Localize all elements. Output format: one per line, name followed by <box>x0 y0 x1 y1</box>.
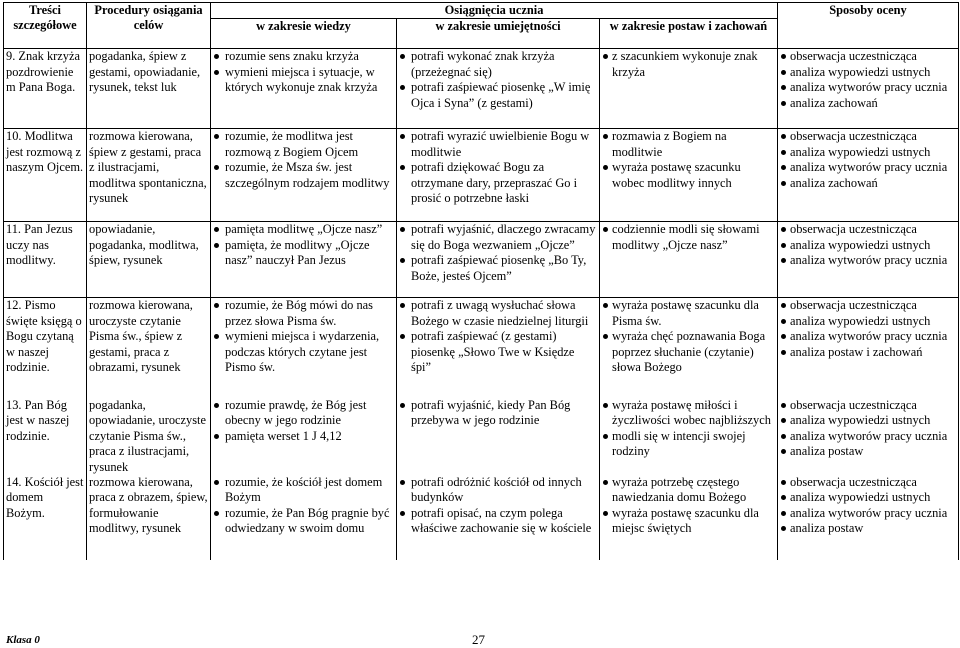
list-item: wymieni miejsca i wydarzenia, podczas których czytane jest Pismo św. <box>213 329 394 375</box>
list-item: obserwacja uczestnicząca <box>780 222 956 237</box>
curriculum-table <box>3 2 959 560</box>
cell-tresci: 10. Modlitwa jest rozmową z naszym Ojcem. <box>4 129 87 222</box>
list-item: potrafi wyjaśnić, dlaczego zwracamy się do Boga wezwaniem „Ojcze” <box>399 222 597 253</box>
cell-procedury: rozmowa kierowana, śpiew z gestami, praca z ilustracjami, modlitwa spontaniczna, rysunek <box>87 129 211 222</box>
list-item: potrafi odróżnić kościół od innych budynków <box>399 475 597 506</box>
cell-tresci: 13. Pan Bóg jest w naszej rodzinie. <box>4 398 87 475</box>
cell-procedury: rozmowa kierowana, praca z obrazem, śpiew, formułowanie modlitwy, rysunek <box>87 475 211 560</box>
cell-sposoby-list <box>780 475 956 537</box>
cell-umiejetnosci-list <box>399 222 597 284</box>
list-item: analiza wytworów pracy ucznia <box>780 80 956 95</box>
footer-class-label: Klasa 0 <box>6 634 40 646</box>
list-item: rozmawia z Bogiem na modlitwie <box>602 129 775 160</box>
cell-sposoby-list <box>780 298 956 360</box>
cell-postawy-list <box>602 398 775 460</box>
cell-wiedza-list <box>213 129 394 191</box>
list-item: rozumie, że Msza św. jest szczególnym rodzajem modlitwy <box>213 160 394 191</box>
list-item: potrafi wyjaśnić, kiedy Pan Bóg przebywa w jego rodzinie <box>399 398 597 429</box>
header-wiedza: w zakresie wiedzy <box>211 19 397 49</box>
list-item: obserwacja uczestnicząca <box>780 298 956 313</box>
list-item: wyraża chęć poznawania Boga poprzez słuchanie (czytanie) słowa Bożego <box>602 329 775 375</box>
list-item: analiza wypowiedzi ustnych <box>780 490 956 505</box>
list-item: rozumie prawdę, że Bóg jest obecny w jego rodzinie <box>213 398 394 429</box>
list-item: analiza wytworów pracy ucznia <box>780 253 956 268</box>
list-item: potrafi zaśpiewać piosenkę „W imię Ojca i Syna” (z gestami) <box>399 80 597 111</box>
list-item: analiza wytworów pracy ucznia <box>780 506 956 521</box>
list-item: analiza wypowiedzi ustnych <box>780 314 956 329</box>
list-item: analiza wytworów pracy ucznia <box>780 160 956 175</box>
page-number: 27 <box>472 632 485 647</box>
list-item: obserwacja uczestnicząca <box>780 475 956 490</box>
list-item: wyraża postawę szacunku dla Pisma św. <box>602 298 775 329</box>
cell-sposoby-list <box>780 398 956 460</box>
list-item: pamięta, że modlitwy „Ojcze nasz” nauczył Pan Jezus <box>213 238 394 269</box>
header-postawy: w zakresie postaw i zachowań <box>600 19 778 49</box>
cell-procedury: opowiadanie, pogadanka, modlitwa, śpiew, rysunek <box>87 222 211 298</box>
list-item: z szacunkiem wykonuje znak krzyża <box>602 49 775 80</box>
cell-procedury: pogadanka, śpiew z gestami, opowiadanie, rysunek, tekst luk <box>87 49 211 129</box>
cell-umiejetnosci <box>397 475 600 560</box>
cell-sposoby-list <box>780 49 956 111</box>
list-item: potrafi opisać, na czym polega właściwe zachowanie się w kościele <box>399 506 597 537</box>
cell-umiejetnosci <box>397 49 600 129</box>
header-tresci: Treści szczegółowe <box>4 3 87 49</box>
cell-postawy <box>600 222 778 298</box>
list-item: wyraża postawę miłości i życzliwości wobec najbliższych <box>602 398 775 429</box>
list-item: analiza zachowań <box>780 176 956 191</box>
cell-wiedza-list <box>213 49 394 95</box>
list-item: rozumie sens znaku krzyża <box>213 49 394 64</box>
cell-wiedza <box>211 49 397 129</box>
list-item: wyraża postawę szacunku wobec modlitwy innych <box>602 160 775 191</box>
cell-tresci: 11. Pan Jezus uczy nas modlitwy. <box>4 222 87 298</box>
list-item: rozumie, że modlitwa jest rozmową z Bogiem Ojcem <box>213 129 394 160</box>
cell-umiejetnosci <box>397 298 600 398</box>
cell-sposoby <box>778 49 959 129</box>
cell-sposoby <box>778 129 959 222</box>
list-item: codziennie modli się słowami modlitwy „Ojcze nasz” <box>602 222 775 253</box>
cell-postawy-list <box>602 475 775 537</box>
list-item: analiza wypowiedzi ustnych <box>780 145 956 160</box>
table-body <box>4 49 959 560</box>
table-row <box>4 129 959 222</box>
list-item: rozumie, że Pan Bóg pragnie być odwiedzany w swoim domu <box>213 506 394 537</box>
header-umiejetnosci: w zakresie umiejętności <box>397 19 600 49</box>
header-sposoby: Sposoby oceny <box>778 3 959 49</box>
table-row <box>4 398 959 475</box>
list-item: wyraża potrzebę częstego nawiedzania domu Bożego <box>602 475 775 506</box>
cell-wiedza <box>211 129 397 222</box>
list-item: analiza wytworów pracy ucznia <box>780 329 956 344</box>
table-row <box>4 222 959 298</box>
cell-postawy-list <box>602 222 775 253</box>
cell-wiedza <box>211 298 397 398</box>
cell-umiejetnosci-list <box>399 298 597 375</box>
list-item: pamięta werset 1 J 4,12 <box>213 429 394 444</box>
list-item: potrafi dziękować Bogu za otrzymane dary, przepraszać Go i prosić o potrzebne łaski <box>399 160 597 206</box>
cell-tresci: 9. Znak krzyża pozdrowienie m Pana Boga. <box>4 49 87 129</box>
cell-wiedza <box>211 475 397 560</box>
header-procedury: Procedury osiągania celów <box>87 3 211 49</box>
table-row <box>4 475 959 560</box>
cell-umiejetnosci-list <box>399 398 597 429</box>
cell-postawy <box>600 398 778 475</box>
list-item: analiza postaw i zachowań <box>780 345 956 360</box>
list-item: potrafi zaśpiewać piosenkę „Bo Ty, Boże, jesteś Ojcem” <box>399 253 597 284</box>
cell-sposoby-list <box>780 222 956 268</box>
cell-postawy <box>600 49 778 129</box>
cell-wiedza <box>211 222 397 298</box>
cell-umiejetnosci <box>397 222 600 298</box>
cell-wiedza-list <box>213 475 394 537</box>
cell-tresci: 14. Kościół jest domem Bożym. <box>4 475 87 560</box>
cell-sposoby <box>778 398 959 475</box>
list-item: potrafi zaśpiewać (z gestami) piosenkę „Słowo Twe w Księdze śpi” <box>399 329 597 375</box>
cell-postawy <box>600 129 778 222</box>
list-item: analiza wypowiedzi ustnych <box>780 238 956 253</box>
list-item: potrafi wyrazić uwielbienie Bogu w modlitwie <box>399 129 597 160</box>
cell-procedury: pogadanka, opowiadanie, uroczyste czytanie Pisma św., praca z ilustracjami, rysunek <box>87 398 211 475</box>
list-item: analiza postaw <box>780 444 956 459</box>
table-row <box>4 49 959 129</box>
cell-sposoby <box>778 298 959 398</box>
list-item: wymieni miejsca i sytuacje, w których wykonuje znak krzyża <box>213 65 394 96</box>
list-item: analiza wytworów pracy ucznia <box>780 429 956 444</box>
cell-sposoby-list <box>780 129 956 191</box>
cell-postawy <box>600 298 778 398</box>
cell-wiedza-list <box>213 398 394 444</box>
list-item: obserwacja uczestnicząca <box>780 129 956 144</box>
list-item: pamięta modlitwę „Ojcze nasz” <box>213 222 394 237</box>
cell-wiedza-list <box>213 298 394 375</box>
list-item: potrafi wykonać znak krzyża (przeżegnać się) <box>399 49 597 80</box>
cell-umiejetnosci-list <box>399 49 597 111</box>
list-item: analiza wypowiedzi ustnych <box>780 413 956 428</box>
cell-sposoby <box>778 475 959 560</box>
list-item: analiza postaw <box>780 521 956 536</box>
list-item: analiza wypowiedzi ustnych <box>780 65 956 80</box>
cell-procedury: rozmowa kierowana, uroczyste czytanie Pisma św., śpiew z gestami, praca z obrazami, rysunek <box>87 298 211 398</box>
list-item: potrafi z uwagą wysłuchać słowa Bożego w czasie niedzielnej liturgii <box>399 298 597 329</box>
list-item: rozumie, że kościół jest domem Bożym <box>213 475 394 506</box>
cell-wiedza-list <box>213 222 394 268</box>
cell-postawy-list <box>602 298 775 375</box>
cell-postawy-list <box>602 49 775 80</box>
cell-tresci: 12. Pismo święte księgą o Bogu czytaną w naszej rodzinie. <box>4 298 87 398</box>
list-item: wyraża postawę szacunku dla miejsc świętych <box>602 506 775 537</box>
cell-umiejetnosci-list <box>399 129 597 206</box>
list-item: obserwacja uczestnicząca <box>780 398 956 413</box>
cell-postawy-list <box>602 129 775 191</box>
list-item: rozumie, że Bóg mówi do nas przez słowa Pisma św. <box>213 298 394 329</box>
cell-sposoby <box>778 222 959 298</box>
cell-postawy <box>600 475 778 560</box>
list-item: modli się w intencji swojej rodziny <box>602 429 775 460</box>
cell-umiejetnosci-list <box>399 475 597 537</box>
table-row <box>4 298 959 398</box>
header-osiagniecia: Osiągnięcia ucznia <box>211 3 778 19</box>
list-item: obserwacja uczestnicząca <box>780 49 956 64</box>
cell-umiejetnosci <box>397 398 600 475</box>
cell-wiedza <box>211 398 397 475</box>
cell-umiejetnosci <box>397 129 600 222</box>
list-item: analiza zachowań <box>780 96 956 111</box>
